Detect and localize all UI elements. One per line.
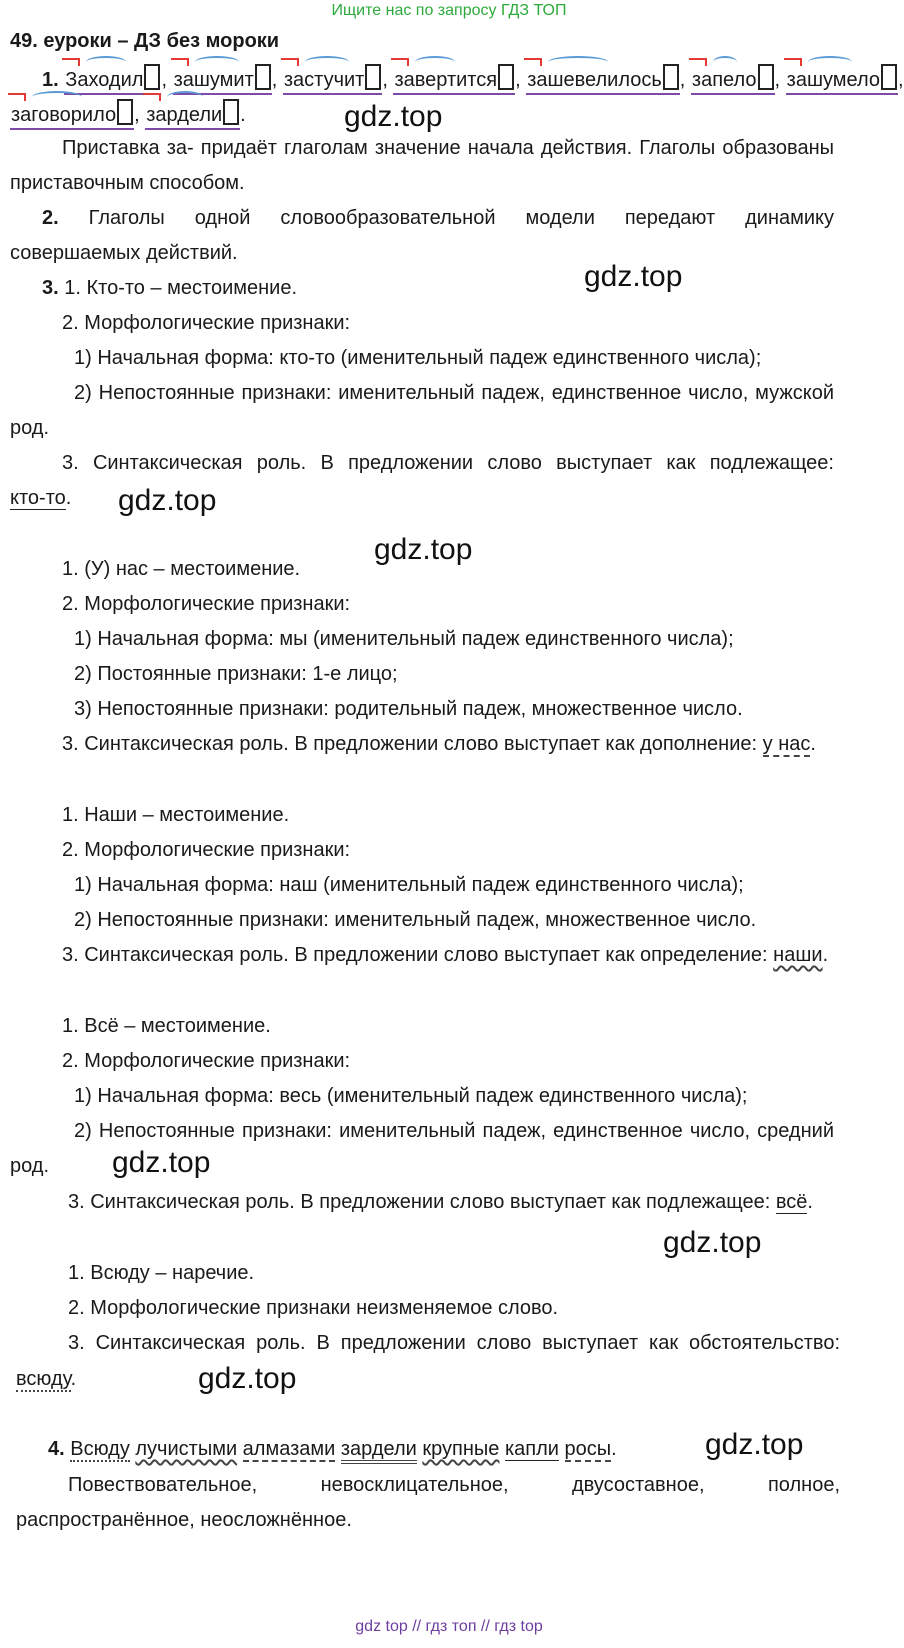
task3-b3-line2: 2. Морфологические признаки: xyxy=(62,839,351,861)
footer-links[interactable]: gdz top // гдз топ // гдз top xyxy=(355,1618,543,1635)
task3-b5-line1: 1. Всюду – наречие. xyxy=(68,1262,255,1284)
task1-paragraph-line2: приставочным способом. xyxy=(10,172,245,194)
task3-b1-line2: 2. Морфологические признаки: xyxy=(62,312,351,334)
task2-line2: совершаемых действий. xyxy=(10,242,238,264)
morph-word: зашумело xyxy=(786,64,898,94)
task3-b3-line5: 3. Синтаксическая роль. В предложении слово выступает как определение: наши. xyxy=(62,944,829,966)
task3-b4-line3: 1) Начальная форма: весь (именительный падеж единственного числа); xyxy=(74,1085,748,1107)
task4-sentence: 4. Всюду лучистыми алмазами зардели крупные капли росы. xyxy=(48,1435,617,1463)
task1-number: 1. xyxy=(42,69,59,91)
task1-line1: 1. Заходил , зашумит , застучит , завертится , зашевелилось , запело , зашумело , xyxy=(42,64,904,94)
task3-b1-line6: 3. Синтаксическая роль. В предложении слово выступает как подлежащее: xyxy=(62,452,834,474)
task3-b3-line4: 2) Непостоянные признаки: именительный падеж, множественное число. xyxy=(74,909,757,931)
morph-word: заговорило xyxy=(10,99,134,129)
task2-line1: 2. Глаголы одной словообразовательной модели передают динамику xyxy=(42,207,835,229)
page-title: 49. еуроки – ДЗ без мороки xyxy=(10,30,280,52)
task3-b4-line1: 1. Всё – местоимение. xyxy=(62,1015,271,1037)
watermark: gdz.top xyxy=(112,1146,211,1179)
watermark: gdz.top xyxy=(344,100,443,133)
search-banner[interactable]: Ищите нас по запросу ГДЗ ТОП xyxy=(331,2,567,19)
task3-b2-line1: 1. (У) нас – местоимение. xyxy=(62,558,301,580)
task3-b2-line2: 2. Морфологические признаки: xyxy=(62,593,351,615)
task3-b2-line3: 1) Начальная форма: мы (именительный падеж единственного числа); xyxy=(74,628,734,650)
morph-word: Заходил xyxy=(64,64,161,94)
morph-word: запело xyxy=(691,64,775,94)
task3-b2-line5: 3) Непостоянные признаки: родительный падеж, множественное число. xyxy=(74,698,743,720)
task3-b1-answer: кто-то. xyxy=(10,487,72,509)
watermark: gdz.top xyxy=(705,1428,804,1461)
task3-b1-line5: род. xyxy=(10,417,50,439)
watermark: gdz.top xyxy=(118,484,217,517)
morph-word: зардели xyxy=(145,99,240,129)
task3-b4-line5: род. xyxy=(10,1155,50,1177)
task3-b1-line3: 1) Начальная форма: кто-то (именительный падеж единственного числа); xyxy=(74,347,762,369)
morph-word: застучит xyxy=(283,64,382,94)
task3-b5-answer: всюду. xyxy=(16,1368,77,1390)
task3-b4-line4: 2) Непостоянные признаки: именительный падеж, единственное число, средний xyxy=(74,1120,834,1142)
watermark: gdz.top xyxy=(198,1362,297,1395)
task3-b3-line3: 1) Начальная форма: наш (именительный падеж единственного числа); xyxy=(74,874,744,896)
watermark: gdz.top xyxy=(663,1226,762,1259)
task3-b1-line1: 3. 1. Кто-то – местоимение. xyxy=(42,277,298,299)
task4-line1: Повествовательное, невосклицательное, двусоставное, полное, xyxy=(68,1474,840,1496)
task3-b5-line2: 2. Морфологические признаки неизменяемое слово. xyxy=(68,1297,559,1319)
morph-word: зашевелилось xyxy=(526,64,680,94)
watermark: gdz.top xyxy=(374,533,473,566)
morph-word: зашумит xyxy=(173,64,272,94)
task3-b4-line6: 3. Синтаксическая роль. В предложении слово выступает как подлежащее: всё. xyxy=(68,1191,813,1213)
task1-line2: заговорило , зардели . xyxy=(10,99,246,129)
task3-b2-line6: 3. Синтаксическая роль. В предложении слово выступает как дополнение: у нас. xyxy=(62,733,816,755)
task3-b3-line1: 1. Наши – местоимение. xyxy=(62,804,290,826)
task4-line2: распространённое, неосложнённое. xyxy=(16,1509,352,1531)
task3-b2-line4: 2) Постоянные признаки: 1-е лицо; xyxy=(74,663,398,685)
task3-b1-line4: 2) Непостоянные признаки: именительный падеж, единственное число, мужской xyxy=(74,382,834,404)
morph-word: завертится xyxy=(393,64,515,94)
task1-paragraph-line1: Приставка за- придаёт глаголам значение начала действия. Глаголы образованы xyxy=(62,137,834,159)
task3-b5-line3: 3. Синтаксическая роль. В предложении слово выступает как обстоятельство: xyxy=(68,1332,840,1354)
task3-b4-line2: 2. Морфологические признаки: xyxy=(62,1050,351,1072)
watermark: gdz.top xyxy=(584,260,683,293)
